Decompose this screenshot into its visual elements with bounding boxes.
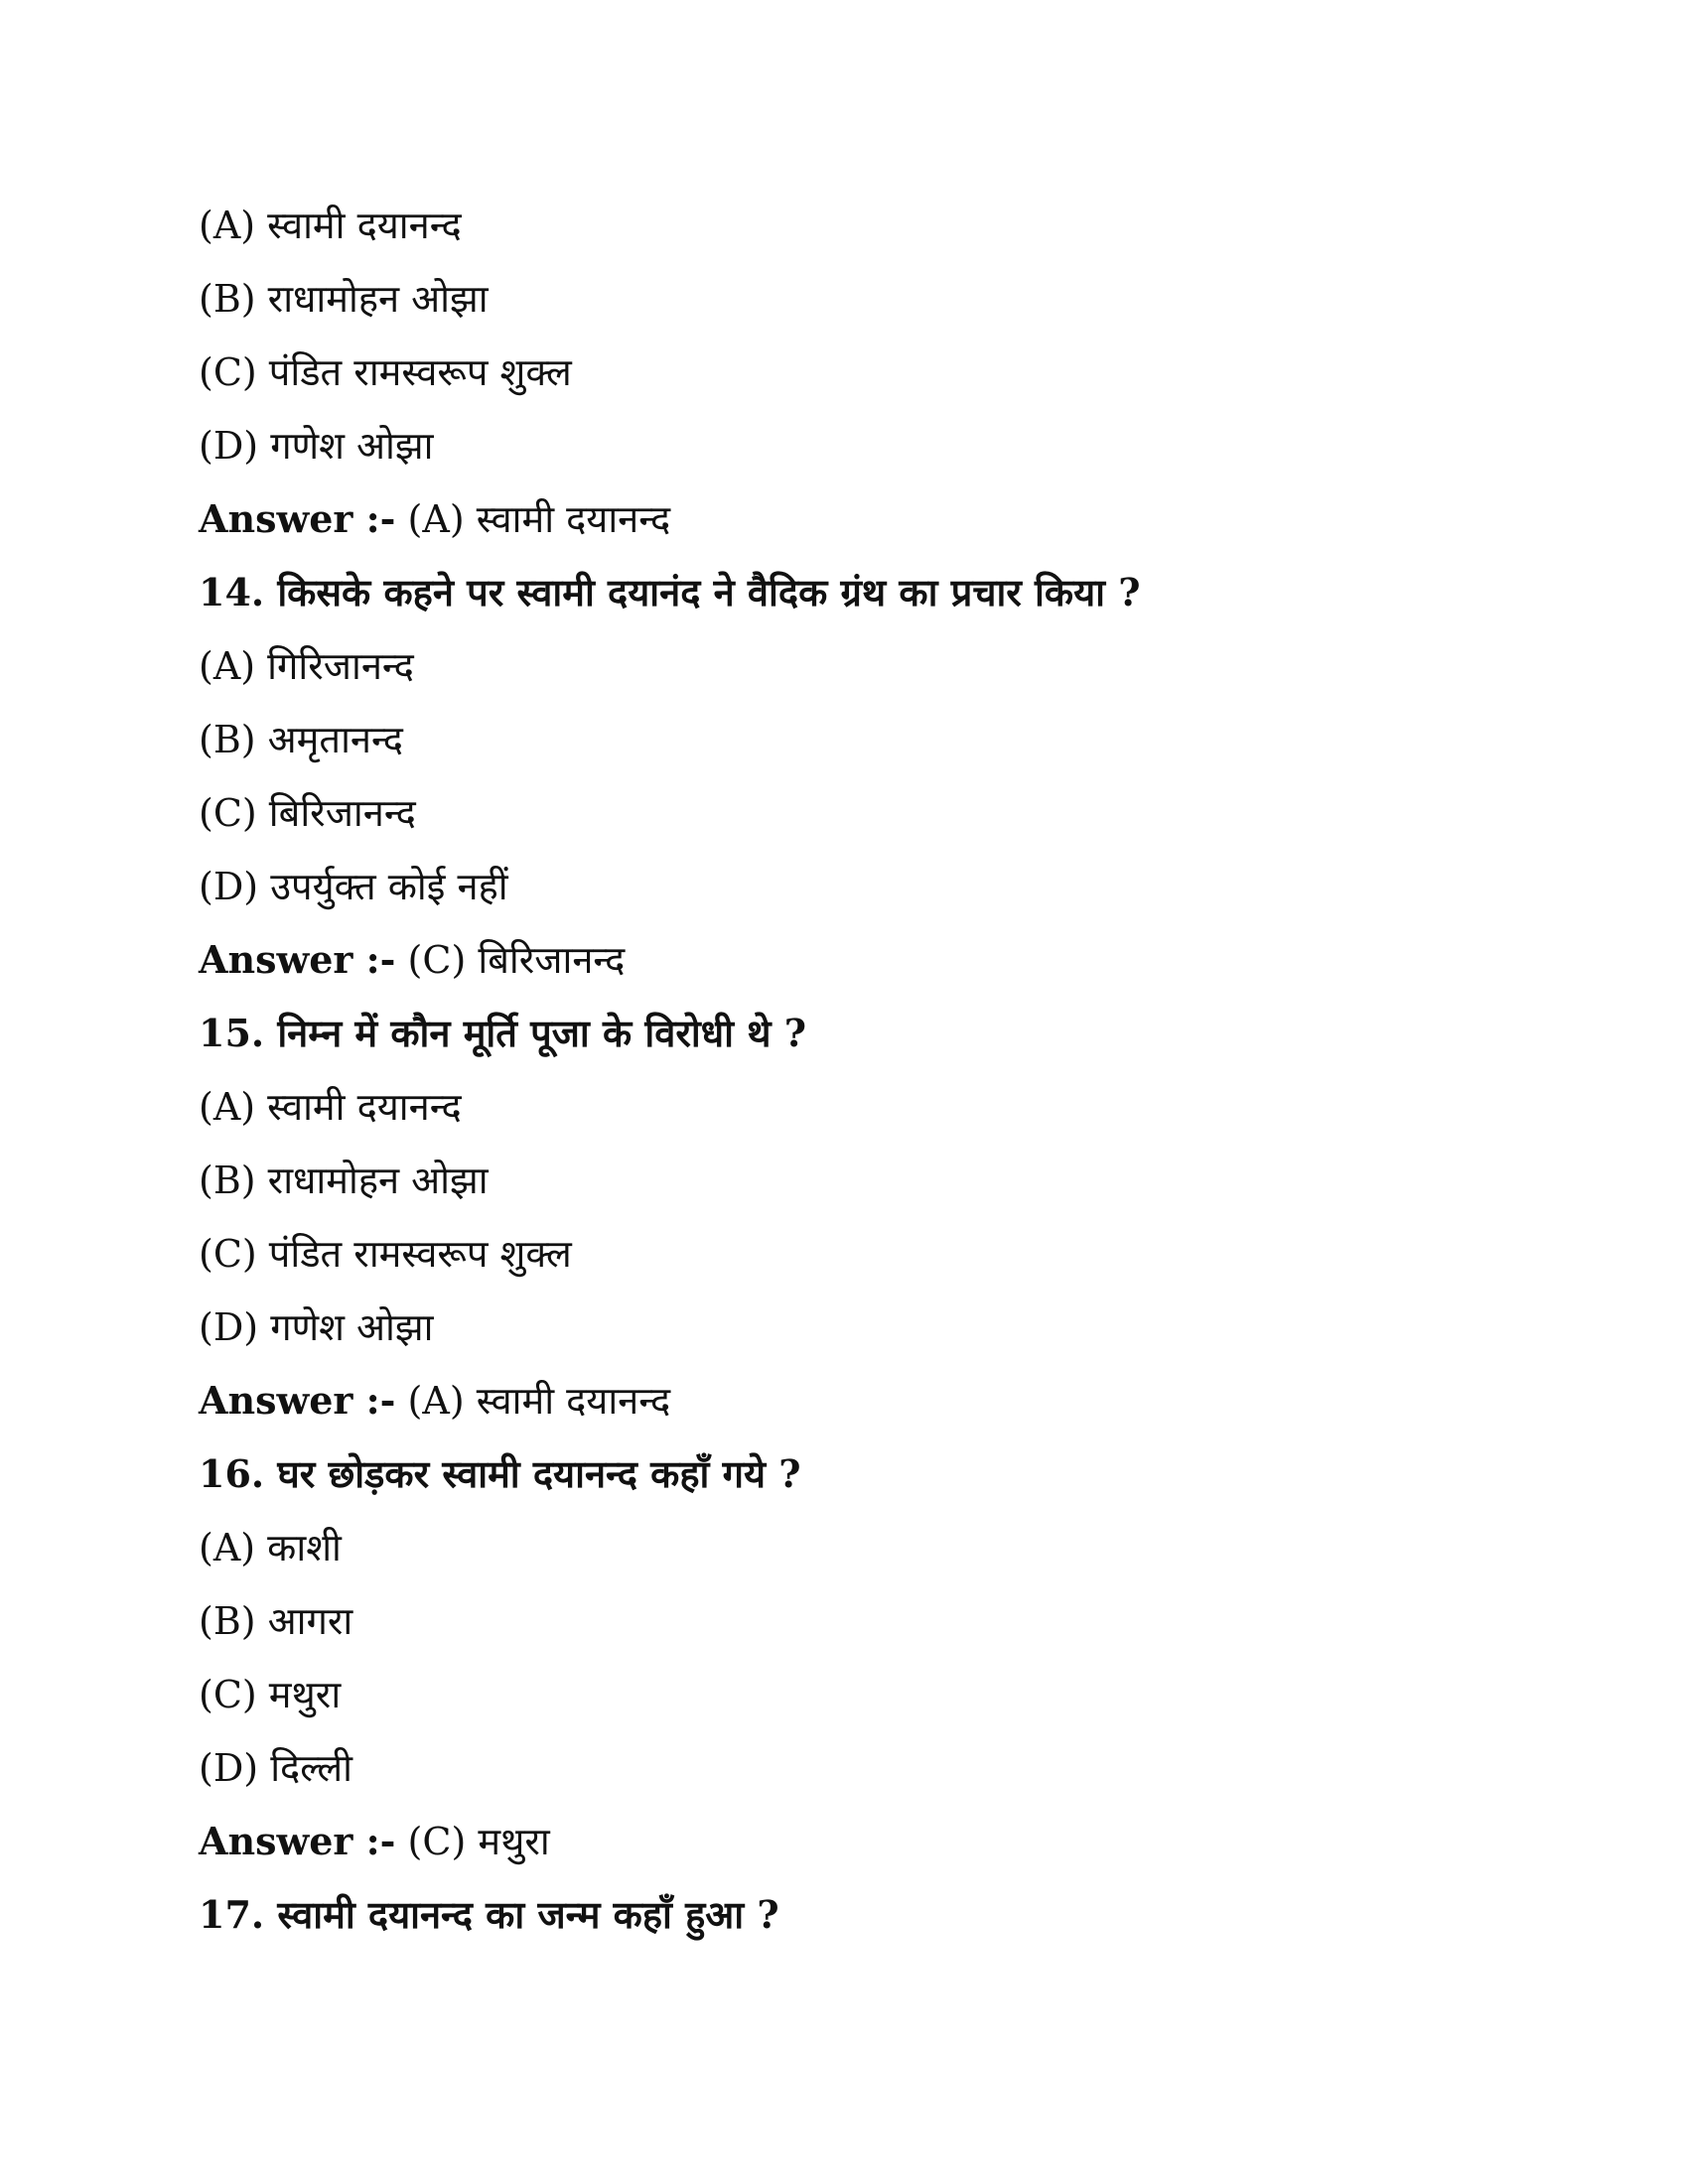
option-d: (D) दिल्ली [199,1746,352,1790]
option-a: (A) गिरिजानन्द [199,644,414,688]
question-text: 14. किसके कहने पर स्वामी दयानंद ने वैदिक ग्रंथ का प्रचार किया ? [199,570,1141,614]
option-a: (A) स्वामी दयानन्द [199,204,462,247]
option-d: (D) उपर्युक्त कोई नहीं [199,865,508,908]
answer-value: (C) मथुरा [407,1820,550,1863]
question-block [199,1878,1569,1952]
answer-line [199,923,1569,997]
option-a: (A) स्वामी दयानन्द [199,1085,462,1129]
option-d: (D) गणेश ओझा [199,1305,434,1349]
option-c: (C) पंडित रामस्वरूप शुक्ल [199,1232,572,1276]
option-b: (B) राधामोहन ओझा [199,1159,489,1202]
option-a: (A) काशी [199,1526,342,1570]
answer-value: (C) बिरिजानन्द [407,938,626,982]
question-text: 15. निम्न में कौन मूर्ति पूजा के विरोधी थे ? [199,1011,806,1055]
question-text: 17. स्वामी दयानन्द का जन्म कहाँ हुआ ? [199,1892,779,1937]
answer-label: Answer :- [199,1378,396,1423]
option-d: (D) गणेश ओझा [199,424,434,468]
answer-line [199,1805,1569,1878]
answer-value: (A) स्वामी दयानन्द [407,497,671,541]
option-c: (C) बिरिजानन्द [199,791,416,835]
option-b: (B) अमृतानन्द [199,718,403,761]
question-block [199,997,1569,1437]
question-block [199,556,1569,997]
answer-line [199,1364,1569,1437]
document-page [199,189,1569,1952]
option-b: (B) आगरा [199,1599,353,1643]
question-block [199,189,1569,556]
answer-label: Answer :- [199,496,396,541]
question-block [199,1437,1569,1878]
question-text: 16. घर छोड़कर स्वामी दयानन्द कहाँ गये ? [199,1451,801,1496]
option-c: (C) मथुरा [199,1673,342,1716]
answer-line [199,482,1569,556]
option-c: (C) पंडित रामस्वरूप शुक्ल [199,350,572,394]
answer-label: Answer :- [199,937,396,982]
answer-label: Answer :- [199,1819,396,1863]
option-b: (B) राधामोहन ओझा [199,277,489,321]
answer-value: (A) स्वामी दयानन्द [407,1379,671,1423]
